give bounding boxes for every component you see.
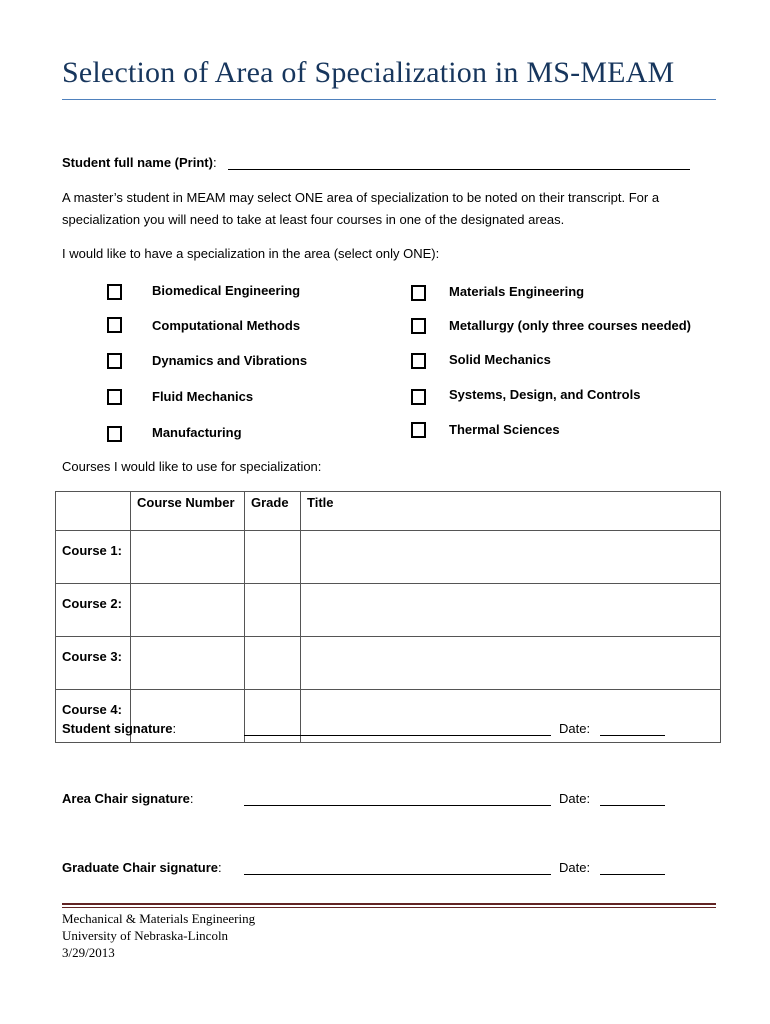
page-title: Selection of Area of Specialization in MS-MEAM xyxy=(62,56,675,89)
graduate-chair-signature-field[interactable] xyxy=(244,874,551,875)
row-label-course-2: Course 2: xyxy=(56,584,131,637)
option-manufacturing: Manufacturing xyxy=(152,425,242,440)
student-signature-row xyxy=(62,721,176,736)
row-label-course-3: Course 3: xyxy=(56,637,131,690)
checkbox-systems-design-controls[interactable] xyxy=(411,389,426,405)
option-thermal-sciences: Thermal Sciences xyxy=(449,422,560,437)
courses-prompt: Courses I would like to use for specialization: xyxy=(62,459,322,474)
table-row xyxy=(56,531,721,584)
student-date-field[interactable] xyxy=(600,735,665,736)
footer-university: University of Nebraska-Lincoln xyxy=(62,928,229,943)
footer-department: Mechanical & Materials Engineering xyxy=(62,911,256,926)
student-signature-colon: : xyxy=(172,721,177,736)
title-divider xyxy=(62,99,716,100)
row-label-course-4: Course 4: xyxy=(56,690,131,743)
course-3-grade-cell[interactable] xyxy=(245,637,301,690)
course-2-grade-cell[interactable] xyxy=(245,584,301,637)
checkbox-materials-engineering[interactable] xyxy=(411,285,426,301)
checkbox-metallurgy[interactable] xyxy=(411,318,426,334)
area-chair-signature-colon: : xyxy=(189,791,194,806)
table-header-course-number: Course Number xyxy=(131,492,245,531)
table-row xyxy=(56,584,721,637)
option-computational-methods: Computational Methods xyxy=(152,318,301,333)
graduate-chair-date-field[interactable] xyxy=(600,874,665,875)
checkbox-manufacturing[interactable] xyxy=(107,426,122,442)
student-name-row xyxy=(62,155,217,170)
area-chair-signature-row xyxy=(62,791,194,806)
graduate-chair-signature-row xyxy=(62,860,222,875)
checkbox-biomedical-engineering[interactable] xyxy=(107,284,122,300)
table-header-blank xyxy=(56,492,131,531)
course-1-number-cell[interactable] xyxy=(131,531,245,584)
area-chair-signature-label: Area Chair signature xyxy=(62,791,190,806)
option-metallurgy: Metallurgy (only three courses needed) xyxy=(449,318,692,333)
area-chair-signature-field[interactable] xyxy=(244,805,551,806)
course-1-grade-cell[interactable] xyxy=(245,531,301,584)
option-biomedical-engineering: Biomedical Engineering xyxy=(152,283,301,298)
intro-paragraph: A master’s student in MEAM may select ONE area of specialization to be noted on their transcript. For a specialization you will need to take at least four courses in one of the designated areas. xyxy=(62,190,660,227)
student-name-label: Student full name (Print) xyxy=(62,155,213,170)
footer-divider-thick xyxy=(62,903,716,905)
option-systems-design-controls: Systems, Design, and Controls xyxy=(449,387,641,402)
graduate-chair-signature-colon: : xyxy=(218,860,222,875)
area-chair-date-field[interactable] xyxy=(600,805,665,806)
footer-divider-thin xyxy=(62,907,716,908)
row-label-course-1: Course 1: xyxy=(56,531,131,584)
table-row xyxy=(56,637,721,690)
option-fluid-mechanics: Fluid Mechanics xyxy=(152,389,254,404)
option-solid-mechanics: Solid Mechanics xyxy=(449,352,551,367)
checkbox-fluid-mechanics[interactable] xyxy=(107,389,122,405)
course-2-number-cell[interactable] xyxy=(131,584,245,637)
course-3-title-cell[interactable] xyxy=(301,637,721,690)
graduate-chair-signature-label: Graduate Chair signature xyxy=(62,860,219,875)
graduate-chair-date-label: Date: xyxy=(559,860,591,875)
checkbox-thermal-sciences[interactable] xyxy=(411,422,426,438)
footer-date: 3/29/2013 xyxy=(62,945,115,960)
student-name-colon: : xyxy=(212,155,217,170)
table-header-grade: Grade xyxy=(245,492,301,531)
student-signature-label: Student signature xyxy=(62,721,173,736)
checkbox-dynamics-and-vibrations[interactable] xyxy=(107,353,122,369)
option-materials-engineering: Materials Engineering xyxy=(449,284,585,299)
option-dynamics-and-vibrations: Dynamics and Vibrations xyxy=(152,353,308,368)
course-2-title-cell[interactable] xyxy=(301,584,721,637)
student-signature-field[interactable] xyxy=(244,735,551,736)
select-prompt: I would like to have a specialization in the area (select only ONE): xyxy=(62,246,440,261)
area-chair-date-label: Date: xyxy=(559,791,591,806)
footer xyxy=(62,910,255,961)
courses-table xyxy=(55,491,721,743)
course-1-title-cell[interactable] xyxy=(301,531,721,584)
table-header-title: Title xyxy=(301,492,721,531)
student-date-label: Date: xyxy=(559,721,591,736)
student-name-field[interactable] xyxy=(228,169,690,170)
checkbox-solid-mechanics[interactable] xyxy=(411,353,426,369)
course-3-number-cell[interactable] xyxy=(131,637,245,690)
checkbox-computational-methods[interactable] xyxy=(107,317,122,333)
table-header-row xyxy=(56,492,721,531)
